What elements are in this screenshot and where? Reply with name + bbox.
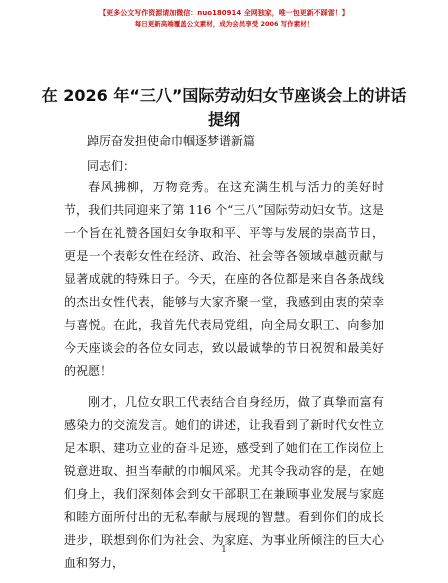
greeting: 同志们： — [87, 159, 136, 173]
promo-banner-line-2: 每日更新高端覆盖公文素材，成为会员享受 2006 写作素材！ — [134, 20, 314, 28]
paragraph-2: 刚才，几位女职工代表结合自身经历，做了真挚而富有感染力的交流发言。她们的讲述，让我看到了新时代女性立足本职、建功立业的奋斗足迹，感受到了她们在工作岗位上锐意进取、担当奉献的巾帼风采。尤其令我动容的是，在她们身上，我们深刻体会到女干部职工在兼顾事业发展与家庭和睦方面所付出的无私奉献与展现的智慧。看到你们的成长进步，联想到你们为社会、为家庭、为事业所倾注的巨大心血和努力， — [64, 395, 384, 570]
document-title: 在 2026 年“三八”国际劳动妇女节座谈会上的讲话提纲 — [41, 86, 407, 129]
document-body — [64, 176, 384, 583]
promo-banner-line-1: 【更多公文写作资源请加微信：nuo180914 全网独家，唯一包更新不踩雷！】 — [99, 9, 349, 17]
page-number: 1 — [221, 545, 227, 555]
document-subtitle: 踔厉奋发担使命巾帼逐梦谱新篇 — [87, 134, 256, 148]
promo-banner — [0, 8, 448, 30]
paragraph-1: 春风拂柳，万物竞秀。在这充满生机与活力的美好时节，我们共同迎来了第 116 个“三八”国际劳动妇女节。这是一个旨在礼赞各国妇女争取和平、平等与发展的崇高节日，更是一个表彰女性在经济、政治、社会等各领域卓越贡献与显著成就的特殊日子。今天，在座的各位都是来自各条战线的杰出女性代表，能够与大家齐聚一堂，我感到由衷的荣幸与喜悦。在此，我首先代表局党组，向全局女职工、向参加今天座谈会的各位女同志，致以最诚挚的节日祝贺和最美好的祝愿！ — [64, 180, 384, 378]
